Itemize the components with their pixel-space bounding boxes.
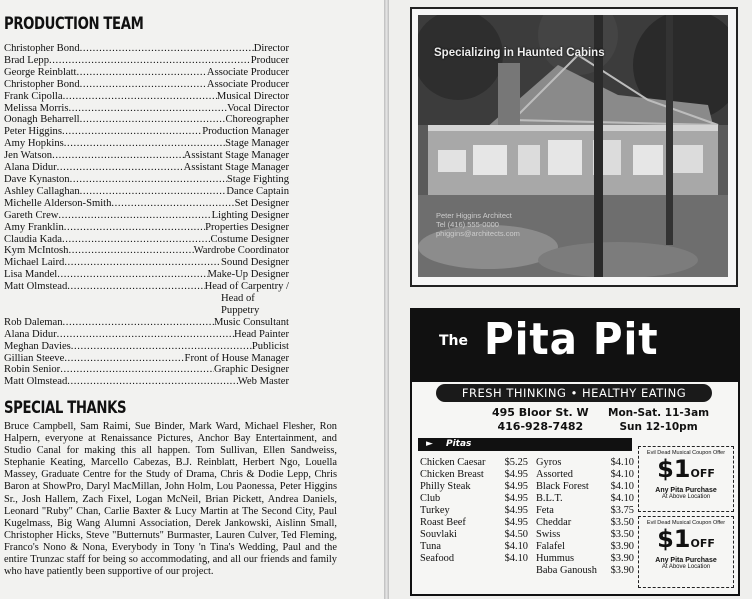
crew-row: [4, 114, 289, 126]
menu-item-name: Seafood: [420, 553, 455, 564]
dot-leader: [62, 234, 210, 246]
dot-leader: [63, 317, 214, 329]
ad-hours-sunday: Sun 12-10pm: [619, 421, 698, 433]
dot-leader: [64, 257, 221, 269]
crew-name: Amy Franklin: [4, 221, 64, 233]
crew-name: Matt Olmstead: [4, 281, 68, 293]
crew-row: [4, 376, 289, 388]
menu-item: [420, 553, 528, 565]
menu-item-name: Baba Ganoush: [536, 565, 597, 576]
crew-role: Front of House Manager: [184, 352, 289, 364]
cabin-photo: [418, 15, 728, 277]
crew-name: Lisa Mandel: [4, 269, 58, 281]
dot-leader: [57, 162, 184, 174]
dot-leader: [80, 79, 207, 91]
menu-item: [536, 469, 634, 481]
photo-credit: [436, 211, 520, 238]
crew-role: Web Master: [237, 376, 289, 388]
arrow-right-icon: ►: [426, 439, 433, 449]
menu-item-price: $3.90: [610, 553, 634, 564]
crew-role: Publicist: [251, 340, 289, 352]
menu-item-name: Falafel: [536, 541, 565, 552]
crew-row: [4, 103, 289, 115]
crew-name: Rob Daleman: [4, 316, 63, 328]
dot-leader: [64, 222, 205, 234]
menu-item-price: $4.10: [610, 481, 634, 492]
menu-item-name: Swiss: [536, 529, 561, 540]
menu-item-price: $4.10: [610, 457, 634, 468]
dot-leader: [57, 329, 234, 341]
crew-row: [4, 162, 289, 174]
coupon-subtext: At Above Location: [661, 494, 711, 500]
menu-item-name: Turkey: [420, 505, 450, 516]
menu-item: [536, 517, 634, 529]
dot-leader: [52, 150, 184, 162]
photo-caption: Specializing in Haunted Cabins: [434, 47, 605, 59]
ad-brand-logo: Pita Pit: [484, 314, 659, 365]
crew-row: [4, 55, 289, 67]
crew-role: Vocal Director: [227, 102, 289, 114]
crew-role: Associate Producer: [206, 66, 289, 78]
menu-item: [536, 505, 634, 517]
menu-item-name: Souvlaki: [420, 529, 457, 540]
crew-row: [4, 150, 289, 162]
crew-name: Gillian Steeve: [4, 352, 65, 364]
menu-item-name: Philly Steak: [420, 481, 471, 492]
menu-section-bar: [418, 438, 632, 451]
menu-item-price: $4.95: [504, 517, 528, 528]
menu-item-price: $4.10: [610, 493, 634, 504]
coupon-header: Evil Dead Musical Coupon Offer: [646, 520, 726, 526]
coupon-value: $1: [657, 455, 691, 483]
crew-role: Sound Designer: [221, 257, 289, 269]
menu-item-price: $5.25: [504, 457, 528, 468]
crew-row: [4, 222, 289, 234]
crew-row: [4, 293, 289, 317]
dot-leader: [80, 186, 227, 198]
menu-item: [420, 517, 528, 529]
dot-leader: [80, 43, 254, 55]
crew-role: Choreographer: [225, 114, 289, 126]
crew-row: [4, 138, 289, 150]
crew-name: Gareth Crew: [4, 209, 59, 221]
menu-item-price: $4.95: [504, 481, 528, 492]
crew-row: [4, 43, 289, 55]
dot-leader: [111, 198, 234, 210]
dot-leader: [63, 91, 217, 103]
menu-item-price: $4.50: [504, 529, 528, 540]
crew-name: Michael Laird: [4, 257, 65, 269]
dot-leader: [64, 138, 225, 150]
menu-column-right: [536, 457, 634, 577]
menu-item: [420, 541, 528, 553]
crew-name: Alana Didur: [4, 162, 57, 174]
menu-item: [536, 529, 634, 541]
menu-item-price: $4.10: [610, 469, 634, 480]
coupon-subtext: At Above Location: [661, 564, 711, 570]
crew-role: Director: [253, 43, 289, 54]
menu-item: [420, 469, 528, 481]
crew-row: [4, 234, 289, 246]
crew-row: [4, 174, 289, 186]
ad-address: 495 Bloor St. W: [492, 406, 589, 419]
coupon-off: OFF: [690, 467, 715, 480]
menu-item-name: Hummus: [536, 553, 575, 564]
dot-leader: [76, 67, 206, 79]
menu-item: [420, 505, 528, 517]
production-team-heading: PRODUCTION TEAM: [4, 14, 144, 34]
coupon: [638, 516, 734, 588]
menu-item-name: Tuna: [420, 541, 441, 552]
crew-name: Amy Hopkins: [4, 138, 64, 150]
credit-line: Tel (416) 555-0000: [436, 220, 499, 229]
menu-item-price: $4.95: [504, 469, 528, 480]
crew-name: George Reinblatt: [4, 66, 77, 78]
menu-item-name: B.L.T.: [536, 493, 563, 504]
ad-tagline: FRESH THINKING • HEALTHY EATING: [436, 384, 712, 402]
crew-role: Producer: [250, 54, 289, 66]
ad-address-block: [492, 406, 589, 434]
crew-role: Wardrobe Coordinator: [193, 245, 289, 257]
ad-hours-weekday: Mon-Sat. 11-3am: [608, 407, 710, 419]
menu-item-price: $4.10: [504, 553, 528, 564]
menu-section-label: Pitas: [446, 439, 472, 449]
crew-role: Head of Puppetry: [221, 293, 260, 316]
crew-role: Dance Captain: [226, 185, 289, 197]
dot-leader: [68, 103, 227, 115]
crew-row: [4, 353, 289, 365]
menu-item: [420, 529, 528, 541]
menu-item-price: $4.95: [504, 505, 528, 516]
menu-item-name: Black Forest: [536, 481, 589, 492]
crew-role: Production Manager: [202, 126, 289, 138]
special-thanks-heading: SPECIAL THANKS: [4, 398, 127, 418]
menu-item-price: $3.90: [610, 565, 634, 576]
right-page: [389, 0, 752, 599]
menu-item-price: $4.95: [504, 493, 528, 504]
crew-role: Associate Producer: [206, 78, 289, 90]
crew-row: [4, 91, 289, 103]
menu-item: [536, 481, 634, 493]
crew-name: Jen Watson: [4, 150, 53, 162]
crew-name: Peter Higgins: [4, 126, 62, 138]
menu-item-price: $3.75: [610, 505, 634, 516]
menu-item-name: Gyros: [536, 457, 562, 468]
dot-leader: [64, 353, 184, 365]
menu-item-name: Chicken Breast: [420, 469, 484, 480]
crew-name: Dave Kynaston: [4, 173, 70, 185]
coupon: [638, 446, 734, 512]
coupon-text: Any Pita Purchase: [655, 487, 717, 494]
special-thanks-text: Bruce Campbell, Sam Raimi, Sue Binder, Mark Ward, Michael Flesher, Ron Halpern, everyone at Renaissance Pictures, Anchor Bay Entertainment, and Studio Canal for making this all happen. Tom Sullivan, Ellen Sandweiss, Stephanie Keating, Marcello Cabezas, B.J. Reinblatt, Herbert Ngo, Louella Massey, Graduate Centre for the Study of Drama, Chris & Dodie Lepp, Chris Baron at ShowPro, Daryl MacMillan, John Holm, Lou Paonessa, Peter Higgins Sr., Josh Hallem, Zach Fixel, Logan McNeil, Brian Pickett, Andrea Daniels, Leonard "Ruby" Chan, Carlie Baxter & Lucy Martin at The Second City, Paul Kugelmass, Big Wang Alumni Association, Derek Jankowski, Aislinn Small, Christopher Hicks, Steve "Butternuts" Burmaster, Lauren Culver, Ted Fleming, Franco's Nono & Nona, Everybody in Tony 'n Tina's Wedding, Paul and the entire Trunzac staff for being so accommodating, and all our friends and family who have patiently been supportive of our project.: [4, 421, 337, 578]
menu-item-name: Roast Beef: [420, 517, 466, 528]
crew-name: Alana Didur: [4, 328, 57, 340]
crew-role: Make-Up Designer: [207, 269, 289, 281]
crew-role: Set Designer: [234, 197, 289, 209]
crew-name: Michelle Alderson-Smith: [4, 197, 112, 209]
menu-item: [536, 457, 634, 469]
menu-item-price: $3.50: [610, 529, 634, 540]
crew-role: Music Consultant: [213, 316, 289, 328]
production-team-list: [4, 43, 289, 388]
menu-item: [420, 457, 528, 469]
crew-row: [4, 67, 289, 79]
ad-hours-block: [608, 406, 709, 434]
crew-row: [4, 198, 289, 210]
dot-leader: [67, 281, 204, 293]
crew-name: Robin Senior: [4, 364, 61, 376]
menu-item-price: $3.50: [610, 517, 634, 528]
crew-row: [4, 245, 289, 257]
crew-role: Assistant Stage Manager: [183, 162, 289, 174]
crew-row: [4, 126, 289, 138]
credit-line: Peter Higgins Architect: [436, 211, 512, 220]
crew-name: Christopher Bond: [4, 78, 80, 90]
crew-row: [4, 281, 289, 293]
crew-name: Ashley Callaghan: [4, 185, 80, 197]
crew-role: Stage Manager: [225, 138, 289, 150]
dot-leader: [68, 245, 193, 257]
crew-name: Brad Lepp: [4, 54, 50, 66]
dot-leader: [70, 174, 227, 186]
crew-role: Head of Carpentry /: [204, 281, 289, 293]
crew-role: Musical Director: [216, 90, 289, 102]
crew-name: Christopher Bond: [4, 43, 80, 54]
ad-the: The: [439, 333, 469, 349]
menu-item-price: $4.10: [504, 541, 528, 552]
coupon-off: OFF: [690, 537, 715, 550]
architect-ad: [410, 7, 738, 287]
crew-name: Oonagh Beharrell: [4, 114, 80, 126]
crew-role: Assistant Stage Manager: [183, 150, 289, 162]
dot-leader: [60, 364, 214, 376]
menu-item-name: Club: [420, 493, 441, 504]
menu-item-price: $3.90: [610, 541, 634, 552]
menu-item: [420, 481, 528, 493]
menu-item: [536, 541, 634, 553]
crew-row: [4, 257, 289, 269]
crew-row: [4, 341, 289, 353]
dot-leader: [57, 269, 207, 281]
crew-role: Head Painter: [233, 328, 289, 340]
crew-row: [4, 210, 289, 222]
menu-item: [536, 565, 634, 577]
crew-name: Melissa Morris: [4, 102, 69, 114]
crew-row: [4, 317, 289, 329]
crew-row: [4, 186, 289, 198]
dot-leader: [71, 341, 252, 353]
dot-leader: [67, 376, 238, 388]
crew-name: Matt Olmstead: [4, 376, 68, 388]
crew-role: Properties Designer: [205, 221, 289, 233]
crew-row: [4, 269, 289, 281]
menu-item: [536, 493, 634, 505]
menu-item-name: Cheddar: [536, 517, 572, 528]
crew-role: Costume Designer: [210, 233, 289, 245]
crew-role: Lighting Designer: [211, 209, 289, 221]
crew-row: [4, 364, 289, 376]
dot-leader: [58, 210, 211, 222]
crew-row: [4, 79, 289, 91]
ad-phone: 416-928-7482: [497, 420, 584, 433]
coupon-value: $1: [657, 525, 691, 553]
dot-leader: [80, 114, 226, 126]
dot-leader: [49, 55, 251, 67]
menu-item: [536, 553, 634, 565]
coupon-amount: [639, 526, 733, 557]
crew-name: Meghan Davies: [4, 340, 71, 352]
crew-role: Stage Fighting: [226, 173, 289, 185]
coupon-amount: [639, 456, 733, 487]
menu-item: [420, 493, 528, 505]
crew-role: Graphic Designer: [213, 364, 289, 376]
dot-leader: [62, 126, 202, 138]
crew-name: Kym McIntosh: [4, 245, 69, 257]
menu-item-name: Chicken Caesar: [420, 457, 486, 468]
crew-name: Claudia Kada: [4, 233, 62, 245]
menu-item-name: Feta: [536, 505, 554, 516]
ad-banner: [412, 310, 738, 382]
credit-line: phiggins@architects.com: [436, 229, 520, 238]
crew-row: [4, 329, 289, 341]
menu-item-name: Assorted: [536, 469, 573, 480]
pita-pit-ad: [410, 308, 740, 596]
crew-name: Frank Cipolla: [4, 90, 63, 102]
menu-column-left: [420, 457, 528, 565]
coupon-header: Evil Dead Musical Coupon Offer: [646, 450, 726, 456]
coupon-text: Any Pita Purchase: [655, 557, 717, 564]
